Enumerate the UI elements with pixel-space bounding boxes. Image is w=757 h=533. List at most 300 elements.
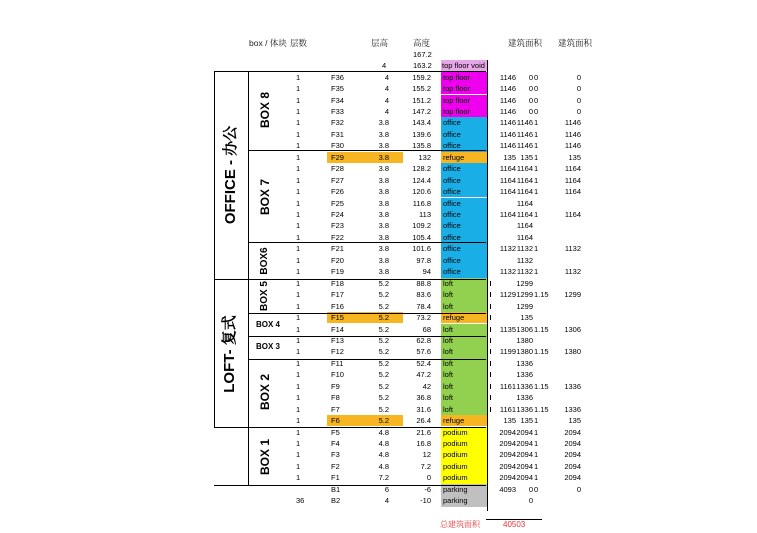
floor-height: 3.8 bbox=[378, 175, 389, 185]
function-cell bbox=[441, 106, 487, 117]
table-row bbox=[0, 129, 757, 140]
function-cell bbox=[441, 289, 487, 300]
top-void-height: 4 bbox=[382, 61, 387, 70]
floor-height: 6 bbox=[384, 484, 389, 494]
area-gross: 1164 bbox=[499, 175, 516, 185]
table-row bbox=[0, 301, 757, 312]
function-label: parking bbox=[443, 496, 468, 506]
area-total: 2094 bbox=[564, 461, 581, 471]
floor-elevation: 116.8 bbox=[412, 198, 431, 208]
floor-count: 1 bbox=[296, 450, 301, 460]
floor-name: F2 bbox=[331, 461, 340, 471]
function-label: office bbox=[443, 164, 461, 174]
row-tick-mark bbox=[490, 372, 491, 377]
floor-height: 3.8 bbox=[378, 187, 389, 197]
office-group-label: OFFICE - 办公 bbox=[222, 125, 239, 225]
floor-name: F4 bbox=[331, 439, 340, 448]
floor-elevation: 68 bbox=[422, 324, 431, 334]
area-total: 2094 bbox=[564, 427, 581, 437]
function-cell bbox=[441, 198, 487, 209]
area-net: 1164 bbox=[516, 210, 533, 219]
area-ratio: 1 bbox=[534, 210, 539, 219]
floor-height: 5.2 bbox=[378, 393, 389, 403]
area-ratio: 1 bbox=[534, 175, 539, 185]
loft-group-label: LOFT- 复式 bbox=[221, 315, 238, 393]
header-area-2: 建筑面积 bbox=[558, 38, 593, 48]
floor-height: 3.8 bbox=[378, 198, 389, 208]
floor-name: F35 bbox=[331, 84, 344, 94]
floor-name: F28 bbox=[331, 164, 344, 174]
area-gross: 2094 bbox=[499, 450, 516, 460]
area-total: 1299 bbox=[564, 290, 581, 300]
floor-name: F32 bbox=[331, 118, 344, 128]
area-total: 1164 bbox=[564, 210, 581, 219]
area-gross: 2094 bbox=[499, 439, 516, 448]
function-label: podium bbox=[443, 427, 468, 437]
function-cell bbox=[441, 427, 487, 438]
row-tick-mark bbox=[490, 327, 491, 332]
floor-height: 3.8 bbox=[378, 255, 389, 265]
area-total: 0 bbox=[576, 72, 581, 82]
floor-count: 1 bbox=[296, 416, 301, 426]
table-row bbox=[0, 346, 757, 357]
floor-count: 1 bbox=[296, 358, 301, 368]
area-net: 135 bbox=[520, 416, 533, 426]
area-net: 0 bbox=[528, 84, 533, 94]
function-label: office bbox=[443, 267, 461, 277]
floor-elevation: 97.8 bbox=[416, 255, 431, 265]
function-label: loft bbox=[443, 347, 454, 357]
floor-elevation: 31.6 bbox=[416, 404, 431, 414]
function-label: refuge bbox=[443, 313, 465, 323]
area-net: 1132 bbox=[516, 255, 533, 265]
table-row bbox=[0, 324, 757, 335]
area-ratio: 0 bbox=[534, 484, 539, 494]
floor-height: 5.2 bbox=[378, 416, 389, 426]
table-row bbox=[0, 198, 757, 209]
area-net: 1164 bbox=[516, 221, 533, 231]
area-ratio: 1.15 bbox=[534, 381, 549, 391]
area-net: 1164 bbox=[516, 164, 533, 174]
table-row bbox=[0, 152, 757, 163]
function-label: top floor bbox=[443, 72, 471, 82]
floor-elevation: 7.2 bbox=[420, 461, 431, 471]
area-gross: 2094 bbox=[499, 461, 516, 471]
floor-elevation: 128.2 bbox=[412, 164, 431, 174]
floor-height: 4 bbox=[384, 72, 389, 82]
area-net: 1146 bbox=[516, 118, 533, 128]
floor-elevation: -6 bbox=[424, 484, 431, 494]
floor-elevation: 62.8 bbox=[416, 335, 431, 345]
floor-count: 1 bbox=[296, 370, 301, 380]
function-label: podium bbox=[443, 461, 468, 471]
table-row bbox=[0, 404, 757, 415]
area-total: 2094 bbox=[564, 473, 581, 483]
area-gross: 1146 bbox=[499, 141, 516, 151]
function-label: office bbox=[443, 129, 461, 139]
table-row bbox=[0, 163, 757, 174]
area-total: 1336 bbox=[564, 404, 581, 414]
floor-height: 5.2 bbox=[378, 381, 389, 391]
floor-height: 5.2 bbox=[378, 370, 389, 380]
floor-name: F3 bbox=[331, 450, 340, 460]
floor-elevation: 88.8 bbox=[416, 278, 431, 288]
area-net: 1380 bbox=[516, 347, 533, 357]
box1-label: BOX 1 bbox=[258, 439, 272, 476]
floor-name: F5 bbox=[331, 427, 340, 437]
table-row bbox=[0, 472, 757, 483]
floor-name: F21 bbox=[331, 244, 344, 254]
area-net: 1336 bbox=[516, 404, 533, 414]
floor-elevation: 120.6 bbox=[412, 187, 431, 197]
function-label: parking bbox=[443, 484, 468, 494]
floor-elevation: 159.2 bbox=[412, 72, 431, 82]
floor-name: F26 bbox=[331, 187, 344, 197]
area-net: 1164 bbox=[516, 198, 533, 208]
function-label: office bbox=[443, 175, 461, 185]
box2-label: BOX 2 bbox=[258, 374, 272, 411]
table-row bbox=[0, 106, 757, 117]
floor-height: 3.8 bbox=[378, 152, 389, 162]
header-box: box / 体块 bbox=[249, 38, 287, 48]
area-net: 0 bbox=[528, 496, 533, 506]
row-tick-mark bbox=[490, 338, 491, 343]
row-tick-mark bbox=[490, 395, 491, 400]
table-row bbox=[0, 95, 757, 106]
area-gross: 1164 bbox=[499, 187, 516, 197]
area-total: 135 bbox=[568, 152, 581, 162]
floor-elevation: 147.2 bbox=[412, 106, 431, 116]
function-cell bbox=[441, 346, 487, 357]
floor-height: 5.2 bbox=[378, 301, 389, 311]
area-net: 1299 bbox=[516, 290, 533, 300]
function-label: office bbox=[443, 255, 461, 265]
table-row bbox=[0, 175, 757, 186]
box-left-line bbox=[248, 71, 249, 485]
area-gross: 1161 bbox=[499, 381, 516, 391]
box8-label: BOX 8 bbox=[258, 92, 272, 129]
area-gross: 1146 bbox=[499, 95, 516, 105]
function-cell bbox=[441, 392, 487, 403]
floor-elevation: 155.2 bbox=[412, 84, 431, 94]
floor-count: 1 bbox=[296, 439, 301, 448]
floor-elevation: 0 bbox=[426, 473, 431, 483]
floor-name: F25 bbox=[331, 198, 344, 208]
table-row bbox=[0, 220, 757, 231]
floor-name: F22 bbox=[331, 232, 344, 242]
floor-count: 1 bbox=[296, 118, 301, 128]
floor-count: 1 bbox=[296, 381, 301, 391]
function-cell bbox=[441, 255, 487, 266]
floor-count: 1 bbox=[296, 278, 301, 288]
floor-height: 3.8 bbox=[378, 141, 389, 151]
floor-elevation: 57.6 bbox=[416, 347, 431, 357]
table-row bbox=[0, 72, 757, 83]
floor-count: 1 bbox=[296, 461, 301, 471]
area-net: 1336 bbox=[516, 370, 533, 380]
floor-name: F15 bbox=[331, 313, 344, 323]
row-tick-mark bbox=[490, 315, 491, 320]
area-total: 1164 bbox=[564, 187, 581, 197]
floor-height: 4 bbox=[384, 106, 389, 116]
floor-name: F10 bbox=[331, 370, 344, 380]
function-label: loft bbox=[443, 324, 454, 334]
area-net: 1164 bbox=[516, 232, 533, 242]
area-total: 1336 bbox=[564, 381, 581, 391]
floor-elevation: 109.2 bbox=[412, 221, 431, 231]
area-net: 2094 bbox=[516, 461, 533, 471]
function-label: office bbox=[443, 221, 461, 231]
floor-elevation: 105.4 bbox=[412, 232, 431, 242]
floor-elevation: 94 bbox=[422, 267, 431, 277]
floor-height: 3.8 bbox=[378, 210, 389, 219]
floor-height: 4.8 bbox=[378, 427, 389, 437]
area-ratio: 1 bbox=[534, 152, 539, 162]
floor-name: F23 bbox=[331, 221, 344, 231]
floor-count: 1 bbox=[296, 232, 301, 242]
area-ratio: 1 bbox=[534, 267, 539, 277]
area-gross: 1129 bbox=[499, 290, 516, 300]
area-ratio: 1 bbox=[534, 439, 539, 448]
floor-elevation: 73.2 bbox=[416, 313, 431, 323]
floor-name: F9 bbox=[331, 381, 340, 391]
floor-elevation: 21.6 bbox=[416, 427, 431, 437]
floor-elevation: 139.6 bbox=[412, 129, 431, 139]
area-gross: 135 bbox=[503, 152, 516, 162]
area-total: 0 bbox=[576, 84, 581, 94]
function-right-line bbox=[487, 60, 488, 511]
floor-name: F24 bbox=[331, 210, 344, 219]
function-cell bbox=[441, 404, 487, 415]
function-label: office bbox=[443, 187, 461, 197]
floor-count: 1 bbox=[296, 210, 301, 219]
function-cell bbox=[441, 438, 487, 449]
floor-elevation: 36.8 bbox=[416, 393, 431, 403]
function-cell bbox=[441, 266, 487, 277]
table-row bbox=[0, 117, 757, 128]
function-cell bbox=[441, 324, 487, 335]
area-gross: 1146 bbox=[499, 84, 516, 94]
floor-name: F29 bbox=[331, 152, 344, 162]
header-elevation: 高度 bbox=[413, 38, 431, 48]
area-total: 1132 bbox=[564, 267, 581, 277]
area-ratio: 0 bbox=[534, 95, 539, 105]
function-label: loft bbox=[443, 381, 454, 391]
area-gross: 2094 bbox=[499, 427, 516, 437]
office-top-line bbox=[214, 71, 486, 72]
floor-height: 5.2 bbox=[378, 290, 389, 300]
floor-height: 5.2 bbox=[378, 313, 389, 323]
floor-count: 1 bbox=[296, 267, 301, 277]
floor-elevation: 124.4 bbox=[412, 175, 431, 185]
function-label: top floor bbox=[443, 84, 471, 94]
box3-bottom-line bbox=[248, 359, 486, 360]
function-label: loft bbox=[443, 278, 454, 288]
area-net: 1336 bbox=[516, 393, 533, 403]
area-net: 2094 bbox=[516, 473, 533, 483]
box6-label: BOX6 bbox=[259, 247, 270, 275]
function-cell bbox=[441, 472, 487, 483]
function-label: podium bbox=[443, 473, 468, 483]
floor-height: 5.2 bbox=[378, 347, 389, 357]
area-ratio: 0 bbox=[534, 72, 539, 82]
table-row bbox=[0, 381, 757, 392]
floor-count: 1 bbox=[296, 404, 301, 414]
floor-height: 3.8 bbox=[378, 244, 389, 254]
function-label: loft bbox=[443, 358, 454, 368]
area-net: 1336 bbox=[516, 358, 533, 368]
area-net: 1299 bbox=[516, 301, 533, 311]
area-ratio: 1 bbox=[534, 187, 539, 197]
function-label: office bbox=[443, 141, 461, 151]
table-row bbox=[0, 266, 757, 277]
header-area-1: 建筑面积 bbox=[508, 38, 543, 48]
floor-count: 1 bbox=[296, 198, 301, 208]
area-net: 0 bbox=[528, 106, 533, 116]
floor-elevation: 78.4 bbox=[416, 301, 431, 311]
floor-height: 7.2 bbox=[378, 473, 389, 483]
row-tick-mark bbox=[490, 349, 491, 354]
floor-count: 1 bbox=[296, 427, 301, 437]
row-tick-mark bbox=[490, 304, 491, 309]
area-gross: 1146 bbox=[499, 129, 516, 139]
area-net: 0 bbox=[528, 72, 533, 82]
floor-height: 4.8 bbox=[378, 461, 389, 471]
area-ratio: 1.15 bbox=[534, 347, 549, 357]
function-cell bbox=[441, 72, 487, 83]
top-floor-void-cell bbox=[441, 60, 487, 71]
top-elevation: 167.2 bbox=[413, 50, 432, 59]
area-net: 1132 bbox=[516, 267, 533, 277]
area-total: 0 bbox=[576, 106, 581, 116]
table-row bbox=[0, 415, 757, 426]
area-gross: 1132 bbox=[499, 267, 516, 277]
area-gross: 1146 bbox=[499, 72, 516, 82]
area-ratio: 1 bbox=[534, 118, 539, 128]
floor-name: F1 bbox=[331, 473, 340, 483]
area-gross: 1146 bbox=[499, 106, 516, 116]
function-cell bbox=[441, 449, 487, 460]
area-ratio: 1 bbox=[534, 450, 539, 460]
floor-count: 1 bbox=[296, 301, 301, 311]
area-net: 135 bbox=[520, 313, 533, 323]
area-net: 2094 bbox=[516, 427, 533, 437]
floor-elevation: 113 bbox=[419, 210, 431, 219]
area-ratio: 1 bbox=[534, 473, 539, 483]
area-total: 1306 bbox=[564, 324, 581, 334]
row-tick-mark bbox=[490, 292, 491, 297]
floor-height: 3.8 bbox=[378, 164, 389, 174]
area-total: 1146 bbox=[564, 118, 581, 128]
box4-label: BOX 4 bbox=[256, 320, 281, 329]
floor-count: 1 bbox=[296, 175, 301, 185]
function-cell bbox=[441, 152, 487, 163]
floor-count: 1 bbox=[296, 164, 301, 174]
area-ratio: 1 bbox=[534, 141, 539, 151]
function-label: top floor bbox=[443, 106, 471, 116]
table-row bbox=[0, 392, 757, 403]
floor-count: 1 bbox=[296, 72, 301, 82]
area-net: 1299 bbox=[516, 278, 533, 288]
floor-count: 1 bbox=[296, 324, 301, 334]
floor-count: 1 bbox=[296, 129, 301, 139]
function-cell bbox=[441, 301, 487, 312]
floor-name: F27 bbox=[331, 175, 344, 185]
top-void-elevation: 163.2 bbox=[413, 61, 432, 70]
area-net: 2094 bbox=[516, 439, 533, 448]
floor-name: F6 bbox=[331, 416, 340, 426]
area-gross: 1146 bbox=[499, 118, 516, 128]
floor-name: F36 bbox=[331, 72, 344, 82]
table-row bbox=[0, 449, 757, 460]
loft-bottom-line bbox=[214, 427, 486, 428]
function-label: office bbox=[443, 232, 461, 242]
function-label: podium bbox=[443, 439, 468, 448]
floor-name: F31 bbox=[331, 129, 344, 139]
area-total: 2094 bbox=[564, 450, 581, 460]
box5-label: BOX 5 bbox=[259, 281, 270, 312]
table-row bbox=[0, 209, 757, 220]
area-ratio: 1 bbox=[534, 427, 539, 437]
floor-height: 4 bbox=[384, 496, 389, 506]
floor-height: 5.2 bbox=[378, 324, 389, 334]
floor-name: F18 bbox=[331, 278, 344, 288]
area-gross: 1164 bbox=[499, 164, 516, 174]
loft-left-line bbox=[214, 279, 215, 427]
table-row bbox=[0, 495, 757, 506]
table-row bbox=[0, 243, 757, 254]
floor-count: 1 bbox=[296, 313, 301, 323]
box7-label: BOX 7 bbox=[258, 179, 272, 216]
floor-height: 3.8 bbox=[378, 118, 389, 128]
floor-count: 1 bbox=[296, 95, 301, 105]
table-row bbox=[0, 83, 757, 94]
area-ratio: 0 bbox=[534, 84, 539, 94]
function-cell bbox=[441, 220, 487, 231]
floor-count: 1 bbox=[296, 335, 301, 345]
floor-height: 4.8 bbox=[378, 439, 389, 448]
floor-count: 36 bbox=[296, 496, 305, 506]
floor-elevation: 151.2 bbox=[412, 95, 431, 105]
floor-height: 4.8 bbox=[378, 450, 389, 460]
header-floors: 层数 bbox=[290, 38, 308, 48]
floor-name: F17 bbox=[331, 290, 344, 300]
function-label: refuge bbox=[443, 152, 465, 162]
area-net: 1146 bbox=[516, 129, 533, 139]
area-ratio: 1 bbox=[534, 416, 539, 426]
floor-height: 3.8 bbox=[378, 267, 389, 277]
area-total: 1146 bbox=[564, 129, 581, 139]
box3-label: BOX 3 bbox=[256, 342, 281, 351]
floor-elevation: -10 bbox=[420, 496, 431, 506]
area-net: 1132 bbox=[516, 244, 533, 254]
floor-name: F16 bbox=[331, 301, 344, 311]
box7-bottom-line bbox=[248, 242, 486, 243]
floor-elevation: 83.6 bbox=[416, 290, 431, 300]
function-label: refuge bbox=[443, 416, 465, 426]
floor-elevation: 143.4 bbox=[412, 118, 431, 128]
function-label: loft bbox=[443, 301, 454, 311]
area-net: 135 bbox=[520, 152, 533, 162]
area-net: 1164 bbox=[516, 187, 533, 197]
area-gross: 1161 bbox=[499, 404, 516, 414]
floor-height: 3.8 bbox=[378, 232, 389, 242]
floor-name: F14 bbox=[331, 324, 344, 334]
area-total: 135 bbox=[568, 416, 581, 426]
table-row bbox=[0, 427, 757, 438]
area-total: 0 bbox=[576, 95, 581, 105]
floor-height: 5.2 bbox=[378, 358, 389, 368]
